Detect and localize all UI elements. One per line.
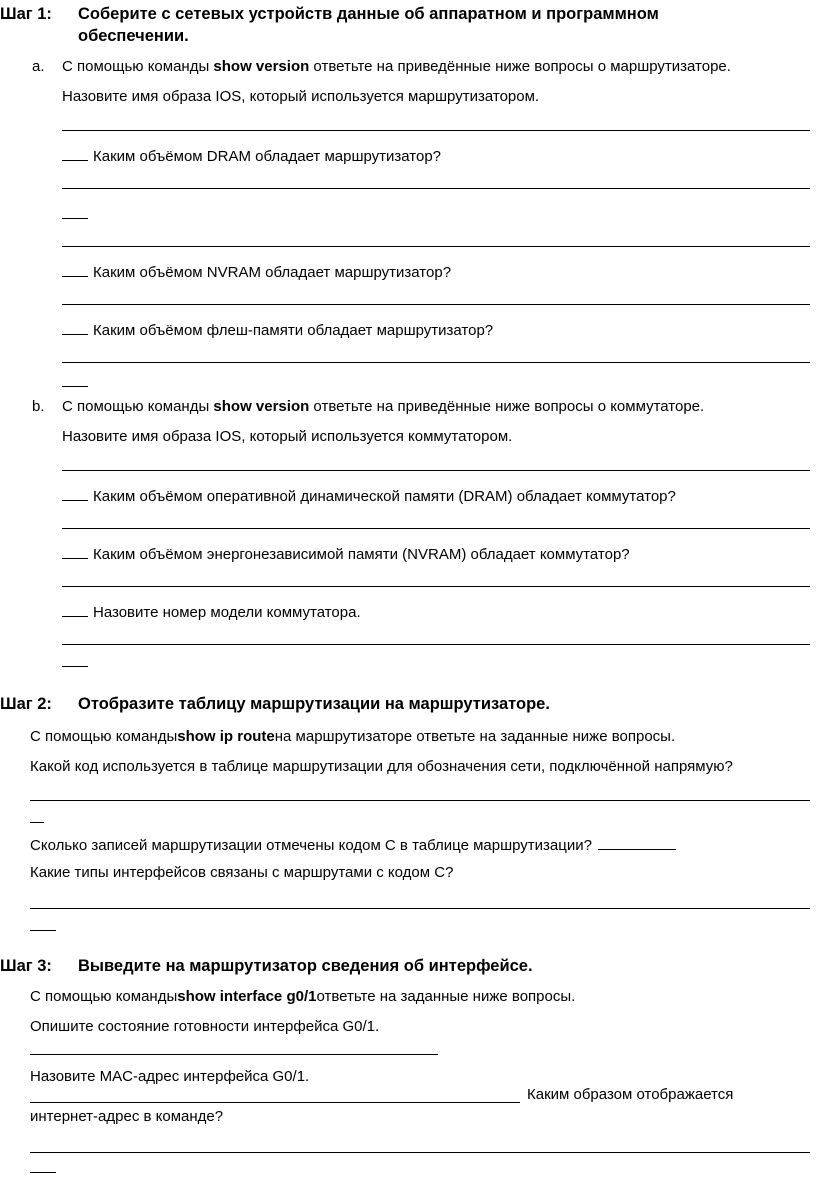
answer-line[interactable] — [62, 470, 810, 471]
q-route-count: Сколько записей маршрутизации отмечены кодом C в таблице маршрутизации? — [30, 837, 592, 854]
q-iface-ip-line2: интернет-адрес в команде? — [30, 1108, 224, 1125]
answer-blank[interactable] — [30, 930, 56, 931]
answer-line[interactable] — [30, 1152, 810, 1153]
item-b-pre: С помощью команды — [62, 398, 214, 415]
item-a-pre: С помощью команды — [62, 58, 214, 75]
step3-title: Выведите на маршрутизатор сведения об интерфейсе. — [78, 957, 533, 975]
item-b-command: show version — [213, 398, 310, 415]
answer-line[interactable] — [62, 362, 810, 363]
q-route-count-row — [30, 835, 676, 855]
answer-line[interactable] — [30, 800, 810, 801]
step3-intro-pre: С помощью команды — [30, 988, 178, 1005]
q-router-nvram-row — [62, 262, 451, 282]
item-b-post: ответьте на приведённые ниже вопросы о коммутаторе. — [309, 398, 705, 415]
item-a-command: show version — [213, 58, 310, 75]
q-iface-state: Опишите состояние готовности интерфейса G0/1. — [30, 1018, 380, 1035]
answer-line[interactable] — [62, 586, 810, 587]
answer-blank[interactable] — [62, 602, 88, 617]
q-router-flash-row — [62, 320, 493, 340]
answer-blank[interactable] — [598, 835, 676, 850]
answer-line[interactable] — [62, 188, 810, 189]
answer-line[interactable] — [62, 644, 810, 645]
q-iface-mac: Назовите MAC-адрес интерфейса G0/1. — [30, 1068, 310, 1085]
step2-intro-post: на маршрутизаторе ответьте на заданные ниже вопросы. — [274, 728, 676, 745]
q-router-nvram: Каким объёмом NVRAM обладает маршрутизатор? — [93, 264, 452, 281]
item-a-instruction — [62, 58, 731, 76]
answer-blank[interactable] — [30, 1172, 56, 1173]
answer-line[interactable] — [62, 528, 810, 529]
answer-line[interactable] — [62, 304, 810, 305]
answer-line[interactable] — [30, 908, 810, 909]
answer-blank[interactable] — [62, 544, 88, 559]
answer-line[interactable] — [62, 246, 810, 247]
step2-title: Отобразите таблицу маршрутизации на маршрутизаторе. — [78, 695, 550, 713]
q-router-ios: Назовите имя образа IOS, который используется маршрутизатором. — [62, 88, 540, 105]
q-switch-dram: Каким объёмом оперативной динамической памяти (DRAM) обладает коммутатор? — [93, 488, 676, 505]
step2-intro — [30, 728, 675, 746]
step2-intro-pre: С помощью команды — [30, 728, 178, 745]
q-switch-nvram-row — [62, 544, 630, 564]
q-router-dram: Каким объёмом DRAM обладает маршрутизатор? — [93, 148, 442, 165]
q-switch-model: Назовите номер модели коммутатора. — [93, 604, 361, 621]
step3-command: show interface g0/1 — [177, 988, 317, 1005]
step3-intro-post: ответьте на заданные ниже вопросы. — [316, 988, 576, 1005]
answer-blank[interactable] — [30, 822, 44, 823]
q-switch-nvram: Каким объёмом энергонезависимой памяти (NVRAM) обладает коммутатор? — [93, 546, 630, 563]
q-switch-ios: Назовите имя образа IOS, который используется коммутатором. — [62, 428, 513, 445]
step1-number: Шаг 1: — [0, 5, 52, 23]
answer-blank[interactable] — [62, 320, 88, 335]
q-route-code: Какой код используется в таблице маршрутизации для обозначения сети, подключённой напрямую? — [30, 758, 733, 775]
step3-intro — [30, 988, 575, 1006]
q-route-types: Какие типы интерфейсов связаны с маршрутами с кодом C? — [30, 864, 454, 881]
step2-command: show ip route — [177, 728, 275, 745]
answer-blank[interactable] — [62, 666, 88, 667]
q-router-flash: Каким объёмом флеш-памяти обладает маршрутизатор? — [93, 322, 494, 339]
answer-blank[interactable] — [62, 146, 88, 161]
answer-line[interactable] — [30, 1054, 438, 1055]
item-b-instruction — [62, 398, 704, 416]
q-switch-dram-row — [62, 486, 676, 506]
answer-line[interactable] — [30, 1102, 520, 1103]
answer-blank[interactable] — [62, 486, 88, 501]
item-a-post: ответьте на приведённые ниже вопросы о маршрутизаторе. — [309, 58, 731, 75]
step1-title-line1: Соберите с сетевых устройств данные об аппаратном и программном — [78, 5, 659, 23]
step3-number: Шаг 3: — [0, 957, 52, 975]
answer-blank[interactable] — [62, 218, 88, 219]
answer-line[interactable] — [62, 130, 810, 131]
answer-blank[interactable] — [62, 262, 88, 277]
item-a-marker: a. — [32, 58, 45, 75]
q-router-dram-row — [62, 146, 441, 166]
item-b-marker: b. — [32, 398, 45, 415]
step2-number: Шаг 2: — [0, 695, 52, 713]
step1-title-line2: обеспечении. — [78, 27, 189, 45]
q-switch-model-row — [62, 602, 361, 622]
q-iface-ip-line1: Каким образом отображается — [527, 1086, 734, 1103]
answer-blank[interactable] — [62, 386, 88, 387]
